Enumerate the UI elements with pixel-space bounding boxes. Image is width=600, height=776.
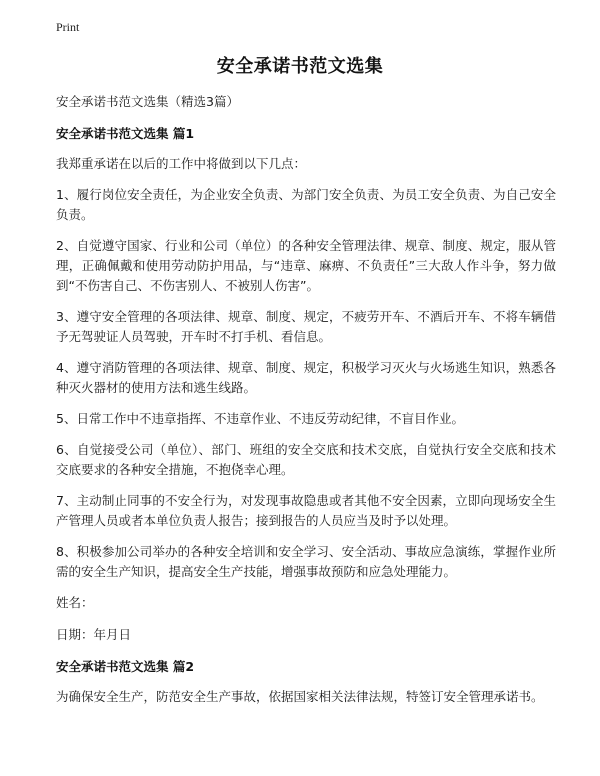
date-field-label: 日期：年月日 — [56, 627, 132, 642]
commitment-item-1: 1、履行岗位安全责任，为企业安全负责、为部门安全负责、为员工安全负责、为自己安全负责。 — [56, 187, 556, 222]
document-title: 安全承诺书范文选集 — [216, 56, 384, 77]
name-field-label: 姓名： — [56, 595, 94, 610]
section-2-heading: 安全承诺书范文选集 篇2 — [56, 659, 195, 674]
section-1-intro: 我郑重承诺在以后的工作中将做到以下几点： — [56, 156, 307, 171]
print-link[interactable]: Print — [56, 20, 80, 34]
section-1-heading: 安全承诺书范文选集 篇1 — [56, 126, 195, 141]
commitment-item-7: 7、主动制止同事的不安全行为，对发现事故隐患或者其他不安全因素，立即向现场安全生产管理人员或者本单位负责人报告；接到报告的人员应当及时予以处理。 — [56, 493, 556, 528]
commitment-item-3: 3、遵守安全管理的各项法律、规章、制度、规定，不疲劳开车、不酒后开车、不将车辆借予无驾驶证人员驾驶，开车时不打手机、看信息。 — [56, 309, 556, 344]
commitment-item-5: 5、日常工作中不违章指挥、不违章作业、不违反劳动纪律，不盲目作业。 — [56, 411, 464, 426]
commitment-item-4: 4、遵守消防管理的各项法律、规章、制度、规定，积极学习灭火与火场逃生知识，熟悉各种灭火器材的使用方法和逃生线路。 — [56, 360, 556, 395]
commitment-item-2: 2、自觉遵守国家、行业和公司（单位）的各种安全管理法律、规章、制度、规定，服从管理，正确佩戴和使用劳动防护用品，与“违章、麻痹、不负责任”三大敌人作斗争，努力做到“不伤害自己、不伤害别人、不被别人伤害”。 — [56, 238, 556, 293]
commitment-item-8: 8、积极参加公司举办的各种安全培训和安全学习、安全活动、事故应急演练，掌握作业所需的安全生产知识，提高安全生产技能，增强事故预防和应急处理能力。 — [56, 544, 556, 579]
document-body — [56, 92, 556, 718]
document-subtitle: 安全承诺书范文选集（精选3篇） — [56, 94, 239, 109]
section-2-intro: 为确保安全生产，防范安全生产事故，依据国家相关法律法规，特签订安全管理承诺书。 — [56, 689, 544, 704]
commitment-item-6: 6、自觉接受公司（单位）、部门、班组的安全交底和技术交底，自觉执行安全交底和技术交底要求的各种安全措施，不抱侥幸心理。 — [56, 442, 556, 477]
